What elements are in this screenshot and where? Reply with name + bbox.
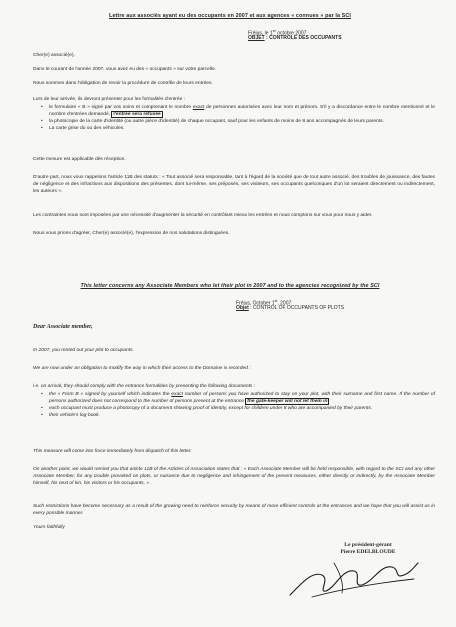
english-date-suffix: , 2007 xyxy=(277,300,292,307)
english-b1-pre: the « Form B » signed by yourself which indicates the xyxy=(49,392,172,397)
english-object-text: : CONTROL OF OCCUPANTS OF PLOTS xyxy=(248,305,345,311)
handwritten-signature xyxy=(282,553,422,603)
english-paragraph-6: Such restrictions have become necessary as a result of the growing need to reinforce security by means of more efficient controls at the entrances and we hope that you will assist us in every possible manner. xyxy=(33,504,435,516)
english-greeting: Dear Associate member, xyxy=(33,324,93,330)
english-paragraph-5: On another point, we would remind you that article 11B of the Articles of Association states that : « Each Associate Member will be held responsible, with regard to the SCI and any other Associate Member, for any trouble provoked on plots, or nuisance due to negligence and infringement of the present measures, either directly or indirectly, by the Associate Member himself, his next of kin, his visitors or his occupants, » . xyxy=(33,467,435,486)
french-list-item-1 xyxy=(41,104,435,118)
french-greeting: Cher(e) associé(e), xyxy=(33,53,75,58)
french-object xyxy=(248,35,342,42)
french-b1-pre: le formulaire « B » signé par vos soins et comprenant le nombre xyxy=(49,105,193,110)
english-list-item-2: • each occupant must produce a photocopy of a document showing proof of identity, except for children under 8 who are accompanied by their parents. xyxy=(41,405,435,412)
french-b1-mid: de personnes autorisées avec leur nom et prénom. S'il y a discordance entre le nombre mentionné et le nombre d'entrées demandé, xyxy=(49,105,435,117)
english-paragraph-4: This measure will come into force immediately from dispatch of this letter. xyxy=(33,449,192,454)
french-date-prefix: Fréjus, le 1 xyxy=(248,30,273,37)
french-paragraph-4: Cette mesure est applicable dès réception. xyxy=(33,157,126,162)
french-date-sup: er xyxy=(272,29,276,33)
french-letter xyxy=(0,0,456,283)
french-list xyxy=(41,104,435,132)
signatory-title: Le président-gérant xyxy=(344,542,392,548)
english-b1-mid: number of persons you have authorized to stay on your plot, with their surname and first name. If the number of persons authorized does not correspond to the number of persons present at the entrance xyxy=(49,392,435,404)
french-paragraph-6: Les contraintes nous sont imposées par une nécessité d'augmenter la sécurité en contrôlant mieux les entrées et nous comptons sur vous pour nous y aider. xyxy=(33,213,373,218)
french-paragraph-1: Dans le courant de l'année 2007, vous avez eu des « occupants » sur votre parcelle. xyxy=(33,67,217,72)
french-paragraph-3: Lors de leur arrivée, ils devront présenter pour les formalités d'entrée : xyxy=(33,97,186,102)
french-date-suffix: octobre 2007 xyxy=(275,30,307,37)
french-header: Lettre aux associés ayant eu des occupants en 2007 et aux agences « connues » par la SCI xyxy=(109,13,351,19)
french-object-label: OBJET xyxy=(248,35,265,41)
english-paragraph-7: Yours faithfully xyxy=(33,525,65,530)
english-b1-refused: the gate-keeper will not let them in xyxy=(247,399,328,404)
french-paragraph-5: D'autre part, nous vous rappelons l'article 11B des statuts : « Tout associé sera responsable, tant à l'égard de la société que de tout autre associé, des troubles de jouissance, des fautes de négligence et des infractions aux dispositions des présentes, dont lui-même, ses préposés, ses visiteurs, ses occupants quelconques d'un lot seraient directement ou indirectement, les auteurs ». xyxy=(33,175,435,194)
english-list-item-1 xyxy=(41,391,435,405)
french-list-item-2: • la photocopie de la carte d'identité (ou autre pièce d'identité) de chaque occupant, sauf pour les enfants de moins de 8 ans accompagnés de leurs parents. xyxy=(41,118,435,125)
english-b1-exact: exact xyxy=(171,392,183,397)
english-object-label: Objet xyxy=(236,305,249,311)
english-date-prefix: Fréjus, October 1 xyxy=(236,300,275,307)
french-list-item-3: • La carte grise du ou des véhicules. xyxy=(41,125,435,132)
french-b1-refused: l'entrée sera refusée xyxy=(113,112,161,117)
english-date-sup: st xyxy=(274,299,278,303)
french-paragraph-7: Nous vous prions d'agréer, Cher(e) associé(e), l'expression de nos salutations distinguées. xyxy=(33,231,230,236)
english-paragraph-1: In 2007, you rented out your plot to occupants. xyxy=(33,348,134,353)
french-paragraph-2: Nous sommes dans l'obligation de revoir la procédure de contrôle de leurs entrées. xyxy=(33,81,213,86)
english-object xyxy=(236,305,344,312)
english-list xyxy=(41,391,435,419)
french-object-text: : CONTROLE DES OCCUPANTS xyxy=(264,35,342,41)
english-header: This letter concerns any Associate Members who let their plot in 2007 and to the agencies recognized by the SCI xyxy=(80,283,380,289)
signatory-name: Pierre EDELBLOUDE xyxy=(340,549,396,555)
english-list-item-3: • their vehicle's log-book. xyxy=(41,412,435,419)
english-paragraph-3: i.e. on arrival, they should comply with the entrance formalities by presenting the following documents : xyxy=(33,384,256,389)
english-paragraph-2: We are now under an obligation to modify the way in which their access to the Domaine is recorded : xyxy=(33,366,251,371)
french-b1-exact: exact xyxy=(192,105,205,110)
